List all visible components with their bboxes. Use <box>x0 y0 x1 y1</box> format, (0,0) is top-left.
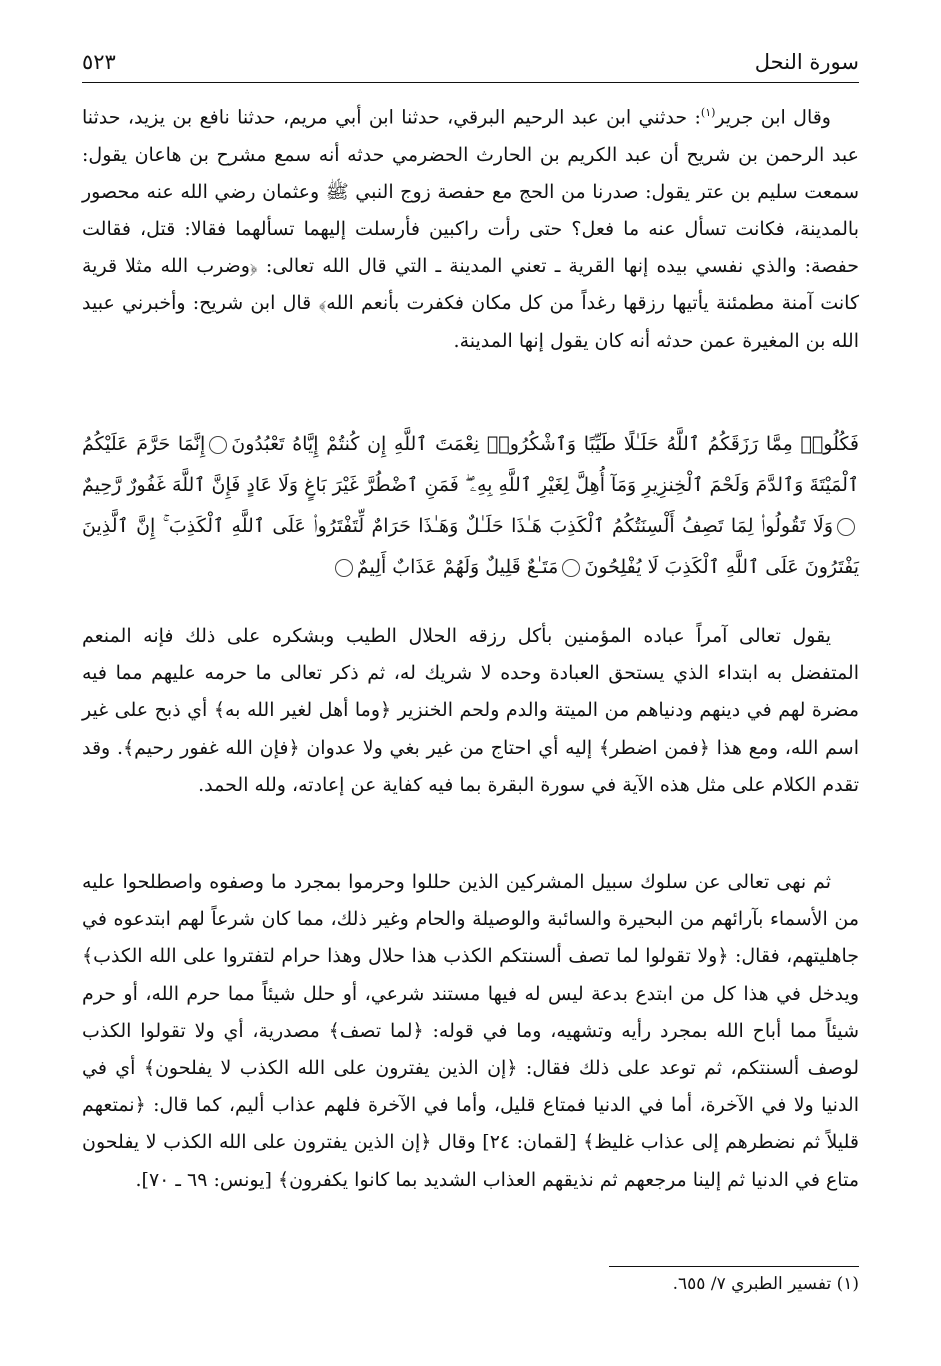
paragraph-ibn-jarir <box>82 94 859 360</box>
verse-114: فَكُلُوا۟ مِمَّا رَزَقَكُمُ ٱللَّهُ حَلَـٰلًا طَيِّبًا وَٱشْكُرُوا۟ نِعْمَتَ ٱللَّهِ إِن كُنتُمْ إِيَّاهُ تَعْبُدُونَ <box>231 433 859 455</box>
paragraph-tafsir-2: ثم نهى تعالى عن سلوك سبيل المشركين الذين حللوا وحرموا بمجرد ما وصفوه واصطلحوا عليه من الأسماء بآرائهم من البحيرة والسائبة والوصيلة والحام وغير ذلك، مما كان شرعاً لهم ابتدعوه في جاهليتهم، فقال: ﴿ولا تقولوا لما تصف ألسنتكم الكذب هذا حلال وهذا حرام لتفتروا على الله الكذب﴾ ويدخل في هذا كل من ابتدع بدعة ليس له فيها مستند شرعي، أو حلل شيئاً مما حرم الله، أو حرم شيئاً مما أباح الله بمجرد رأيه وتشهيه، وما في قوله: ﴿لما تصف﴾ مصدرية، أي ولا تقولوا الكذب لوصف ألسنتكم، ثم توعد على ذلك فقال: ﴿إن الذين يفترون على الله الكذب لا يفلحون﴾ أي في الدنيا ولا في الآخرة، أما في الدنيا فمتاع قليل، وأما في الآخرة فلهم عذاب أليم، كما قال: ﴿نمتعهم قليلاً ثم نضطرهم إلى عذاب غليظ﴾ [لقمان: ٢٤] وقال ﴿إن الذين يفترون على الله الكذب لا يفلحون متاع في الدنيا ثم إلينا مرجعهم ثم نذيقهم العذاب الشديد بما كانوا يكفرون﴾ [يونس: ٦٩ ـ ٧٠]. <box>82 871 859 1191</box>
verse-115: إِنَّمَا حَرَّمَ عَلَيْكُمُ ٱلْمَيْتَةَ وَٱلدَّمَ وَلَحْمَ ٱلْخِنزِيرِ وَمَآ أُهِلَّ لِغَيْرِ ٱللَّهِ بِهِۦ ۖ فَمَنِ ٱضْطُرَّ غَيْرَ بَاغٍ وَلَا عَادٍ فَإِنَّ ٱللَّهَ غَفُورٌ رَّحِيمٌ <box>82 433 859 496</box>
paragraph-text: : حدثني ابن عبد الرحيم البرقي، حدثنا ابن أبي مريم، حدثنا نافع بن يزيد، حدثنا عبد الرحمن بن شريح أن عبد الكريم بن الحارث الحضرمي حدثه أنه سمع مشرح بن هاعان يقول: سمعت سليم بن عتر يقول: صدرنا من الحج مع حفصة زوج النبي ﷺ وعثمان رضي الله عنه محصور بالمدينة، فكانت تسأل عنه ما فعل؟ حتى رأت راكبين فأرسلت إليهما تسألهما فقالا: قتل، فقالت حفصة: والذي نفسي بيده إنها القرية ـ تعني المدينة ـ التي قال الله تعالى: ﴿وضرب الله مثلا قرية كانت آمنة مطمئنة يأتيها رزقها رغداً من كل مكان فكفرت بأنعم الله﴾ قال ابن شريح: وأخبرني عبيد الله بن المغيرة عمن حدثه أنه كان يقول إنها المدينة. <box>82 106 860 352</box>
page-header <box>82 44 859 84</box>
footnote: (١) تفسير الطبري ٧/ ٦٥٥. <box>672 1274 859 1294</box>
footnote-rule <box>609 1266 859 1267</box>
quran-verses <box>82 424 859 588</box>
header-rule <box>82 82 859 83</box>
ayah-number-icon <box>837 518 855 536</box>
paragraph-lead: وقال ابن جرير <box>715 106 831 129</box>
paragraph-tafsir-1: يقول تعالى آمراً عباده المؤمنين بأكل رزقه الحلال الطيب وبشكره على ذلك فإنه المنعم المتفضل به ابتداء الذي يستحق العبادة وحده لا شريك له، ثم ذكر تعالى ما حرمه عليهم مما فيه مضرة لهم في دينهم ودنياهم من الميتة والدم ولحم الخنزير ﴿وما أهل لغير الله به﴾ أي ذبح على غير اسم الله، ومع هذا ﴿فمن اضطر﴾ إليه أي احتاج من غير بغي ولا عدوان ﴿فإن الله غفور رحيم﴾. وقد تقدم الكلام على مثل هذه الآية في سورة البقرة بما فيه كفاية عن إعادته، ولله الحمد. <box>82 625 859 796</box>
verse-116: وَلَا تَقُولُوا۟ لِمَا تَصِفُ أَلْسِنَتُكُمُ ٱلْكَذِبَ هَـٰذَا حَلَـٰلٌ وَهَـٰذَا حَرَامٌ لِّتَفْتَرُوا۟ عَلَى ٱللَّهِ ٱلْكَذِبَ ۚ إِنَّ ٱلَّذِينَ يَفْتَرُونَ عَلَى ٱللَّهِ ٱلْكَذِبَ لَا يُفْلِحُونَ <box>82 515 859 578</box>
ayah-number-icon <box>335 559 353 577</box>
running-title: سورة النحل <box>754 50 859 74</box>
verse-117: مَتَـٰعٌ قَلِيلٌ وَلَهُمْ عَذَابٌ أَلِيمٌ <box>356 556 559 578</box>
footnote-reference: (١) <box>700 106 716 119</box>
ayah-number-icon <box>209 436 227 454</box>
ayah-number-icon <box>562 559 580 577</box>
page-number: ٥٢٣ <box>82 50 116 74</box>
